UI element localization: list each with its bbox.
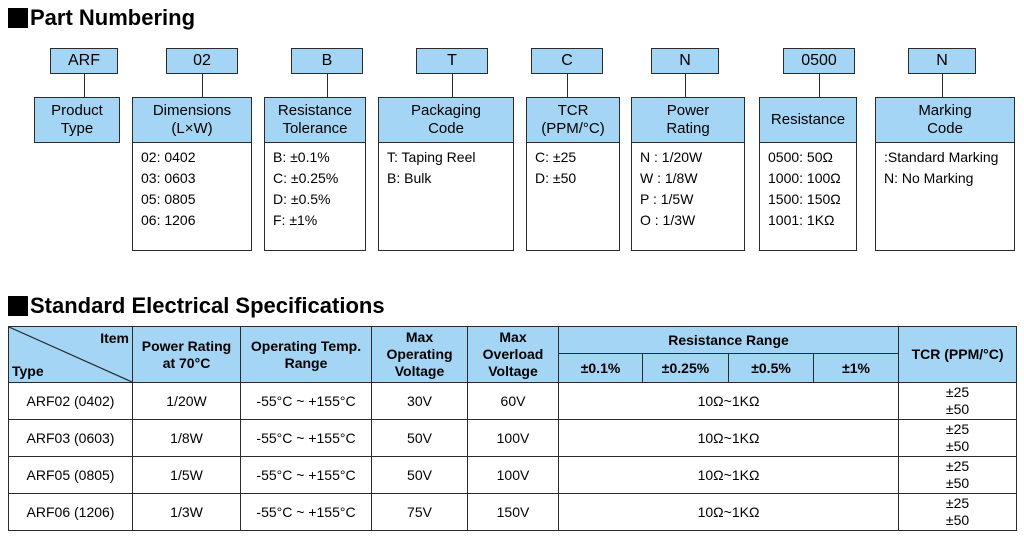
header-line: Operating <box>386 346 453 362</box>
cell-range: 10Ω~1KΩ <box>559 494 899 531</box>
header-line: Packaging <box>410 102 482 119</box>
tcr-line: ±50 <box>945 438 970 454</box>
cell-max-overload: 100V <box>468 420 559 457</box>
column-body-tcr <box>526 143 620 251</box>
code-box-product-type <box>50 48 118 74</box>
tcr-line: ±50 <box>945 475 970 491</box>
header-line: Resistance <box>277 102 353 119</box>
header-item-label: Item <box>100 330 129 346</box>
header-line: Voltage <box>394 363 445 379</box>
tcr-line: ±25 <box>945 495 970 511</box>
code-box-tcr <box>531 48 603 74</box>
code-text: N <box>936 52 948 69</box>
tcr-line: ±50 <box>945 401 970 417</box>
connector-line <box>327 74 328 97</box>
option-line: 0500: 50Ω <box>768 149 833 165</box>
column-body-power <box>631 143 745 251</box>
cell-range: 10Ω~1KΩ <box>559 383 899 420</box>
header-line: Power Rating <box>141 337 232 354</box>
header-line: Code <box>927 120 963 137</box>
code-box-power <box>651 48 719 74</box>
option-line: 1001: 1KΩ <box>768 212 835 228</box>
header-tolerance: ±0.25% <box>643 354 729 383</box>
part-numbering-title <box>8 6 195 30</box>
specs-table <box>8 326 1017 531</box>
connector-line <box>819 74 820 97</box>
code-text: B <box>321 52 333 69</box>
header-tolerance: ±0.1% <box>559 354 643 383</box>
code-box-tolerance <box>291 48 363 74</box>
code-text: T <box>447 52 457 69</box>
option-line: O : 1/3W <box>640 212 696 228</box>
code-text: C <box>561 52 573 69</box>
cell-temp: -55°C ~ +155°C <box>241 383 372 420</box>
column-body-resistance <box>759 143 857 251</box>
header-line: Operating Temp. <box>250 337 362 354</box>
header-line: Voltage <box>488 363 538 379</box>
column-body-tolerance <box>264 143 366 251</box>
header-item-type <box>9 327 133 383</box>
option-line: T: Taping Reel <box>387 149 476 165</box>
option-line: D: ±0.5% <box>273 191 331 207</box>
header-line: Max <box>405 329 434 345</box>
header-line: Rating <box>666 120 710 137</box>
header-tolerance: ±1% <box>814 354 899 383</box>
header-line: Overload <box>482 346 544 362</box>
cell-type: ARF06 (1206) <box>9 494 133 531</box>
header-line: Power <box>666 102 710 119</box>
cell-temp: -55°C ~ +155°C <box>241 457 372 494</box>
header-line: TCR <box>557 102 589 119</box>
option-line: P : 1/5W <box>640 191 694 207</box>
column-header-dimensions <box>132 97 252 143</box>
header-line: Product <box>51 102 103 119</box>
cell-max-operating: 50V <box>372 457 468 494</box>
cell-max-operating: 75V <box>372 494 468 531</box>
header-power <box>133 327 241 383</box>
code-text: 02 <box>193 52 211 69</box>
header-tolerance: ±0.5% <box>729 354 814 383</box>
header-line: (L×W) <box>171 120 213 137</box>
tcr-line: ±50 <box>945 512 970 528</box>
cell-power: 1/20W <box>133 383 241 420</box>
part-numbering-title-text: Part Numbering <box>30 5 196 30</box>
cell-type: ARF05 (0805) <box>9 457 133 494</box>
connector-line <box>84 74 85 97</box>
cell-type: ARF02 (0402) <box>9 383 133 420</box>
connector-line <box>202 74 203 97</box>
tcr-line: ±25 <box>945 421 970 437</box>
column-body-dimensions <box>132 143 252 251</box>
option-line: B: Bulk <box>387 170 432 186</box>
header-max-overload <box>468 327 559 383</box>
cell-max-operating: 50V <box>372 420 468 457</box>
header-line: Type <box>60 120 94 137</box>
column-header-power <box>631 97 745 143</box>
cell-max-overload: 100V <box>468 457 559 494</box>
option-line: W : 1/8W <box>640 170 698 186</box>
specs-title <box>8 294 385 318</box>
header-line: Code <box>428 120 464 137</box>
code-box-resistance <box>783 48 855 74</box>
option-line: N : 1/20W <box>640 149 703 165</box>
square-bullet-icon <box>8 8 28 28</box>
option-line: 1000: 100Ω <box>768 170 841 186</box>
option-line: 1500: 150Ω <box>768 191 841 207</box>
cell-tcr <box>899 420 1017 457</box>
connector-line <box>685 74 686 97</box>
cell-max-operating: 30V <box>372 383 468 420</box>
column-header-tcr <box>526 97 620 143</box>
cell-temp: -55°C ~ +155°C <box>241 494 372 531</box>
cell-temp: -55°C ~ +155°C <box>241 420 372 457</box>
cell-range: 10Ω~1KΩ <box>559 420 899 457</box>
column-header-resistance <box>759 97 857 143</box>
header-line: Marking <box>918 102 972 119</box>
header-line: Max <box>499 329 527 345</box>
column-body-packaging <box>378 143 514 251</box>
header-tcr: TCR (PPM/°C) <box>899 327 1017 383</box>
header-type-label: Type <box>12 363 44 379</box>
option-line: D: ±50 <box>535 170 577 186</box>
column-header-product-type <box>34 97 120 143</box>
option-line: :Standard Marking <box>884 149 999 165</box>
cell-power: 1/5W <box>133 457 241 494</box>
cell-tcr <box>899 457 1017 494</box>
code-text: 0500 <box>801 52 837 69</box>
option-line: F: ±1% <box>273 212 318 228</box>
header-temp <box>241 327 372 383</box>
connector-line <box>942 74 943 97</box>
square-bullet-icon <box>8 296 28 316</box>
column-header-marking <box>875 97 1015 143</box>
tcr-line: ±25 <box>945 384 970 400</box>
header-line: at 70°C <box>162 354 211 371</box>
tcr-line: ±25 <box>945 458 970 474</box>
table-row <box>9 494 1017 531</box>
cell-max-overload: 150V <box>468 494 559 531</box>
cell-tcr <box>899 494 1017 531</box>
column-header-packaging <box>378 97 514 143</box>
code-text: N <box>679 52 691 69</box>
header-max-operating <box>372 327 468 383</box>
code-text: ARF <box>68 52 100 69</box>
table-row <box>9 457 1017 494</box>
header-resistance-range: Resistance Range <box>559 327 899 354</box>
column-header-tolerance <box>264 97 366 143</box>
column-body-marking <box>875 143 1015 251</box>
option-line: 02: 0402 <box>141 149 196 165</box>
cell-type: ARF03 (0603) <box>9 420 133 457</box>
cell-tcr <box>899 383 1017 420</box>
code-box-packaging <box>416 48 488 74</box>
cell-max-overload: 60V <box>468 383 559 420</box>
option-line: N: No Marking <box>884 170 974 186</box>
option-line: C: ±25 <box>535 149 577 165</box>
code-box-marking <box>908 48 976 74</box>
option-line: C: ±0.25% <box>273 170 339 186</box>
option-line: 05: 0805 <box>141 191 196 207</box>
cell-power: 1/8W <box>133 420 241 457</box>
cell-range: 10Ω~1KΩ <box>559 457 899 494</box>
option-line: 03: 0603 <box>141 170 196 186</box>
connector-line <box>452 74 453 97</box>
option-line: 06: 1206 <box>141 212 196 228</box>
header-line: Tolerance <box>282 120 348 137</box>
code-box-dimensions <box>166 48 238 74</box>
header-line: Range <box>284 354 328 371</box>
header-line: (PPM/°C) <box>541 120 605 137</box>
connector-line <box>567 74 568 97</box>
header-line: Dimensions <box>152 102 232 119</box>
header-line: Resistance <box>770 111 846 128</box>
table-row <box>9 383 1017 420</box>
specs-title-text: Standard Electrical Specifications <box>30 293 385 318</box>
cell-power: 1/3W <box>133 494 241 531</box>
table-row <box>9 420 1017 457</box>
option-line: B: ±0.1% <box>273 149 330 165</box>
